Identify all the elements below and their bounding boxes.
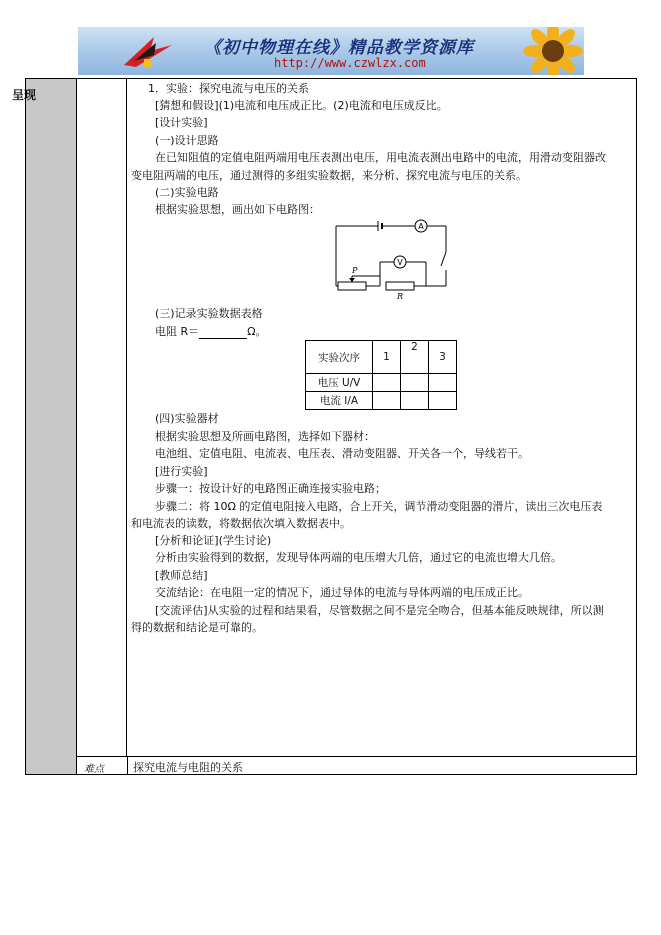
content-line: 步骤一：按设计好的电路图正确连接实验电路； bbox=[155, 482, 386, 495]
circuit-diagram bbox=[330, 218, 450, 302]
table-cell bbox=[373, 392, 401, 410]
header-banner bbox=[78, 27, 584, 75]
logo-icon bbox=[114, 31, 184, 71]
sunflower-icon bbox=[518, 27, 584, 75]
table-header-cell: 3 bbox=[429, 341, 457, 374]
content-line: (一)设计思路 bbox=[155, 134, 219, 147]
content-line: 根据实验思想及所画电路图，选择如下器材： bbox=[155, 430, 375, 443]
content-line: (四)实验器材 bbox=[155, 412, 219, 425]
ammeter-label: A bbox=[418, 222, 424, 231]
content-line: 交流结论：在电阻一定的情况下，通过导体的电流与导体两端的电压成正比。 bbox=[155, 586, 529, 599]
resistance-blank bbox=[199, 327, 247, 339]
banner-title: 《初中物理在线》精品教学资源库 bbox=[204, 38, 474, 58]
content-line: [交流评估]从实验的过程和结果看，尽管数据之间不是完全吻合，但基本能反映规律，所以测 bbox=[155, 604, 604, 617]
content-line: [分析和论证](学生讨论) bbox=[155, 534, 272, 547]
content-line: (三)记录实验数据表格 bbox=[155, 307, 263, 320]
table-header-cell: 2 bbox=[401, 341, 429, 374]
table-header-row bbox=[306, 341, 457, 374]
table-cell bbox=[373, 374, 401, 392]
middle-column bbox=[77, 78, 127, 757]
table-header-cell: 1 bbox=[373, 341, 401, 374]
banner-url: http://www.czwlzx.com bbox=[274, 56, 426, 70]
voltmeter-label: V bbox=[397, 258, 403, 267]
table-row-label: 电流 I/A bbox=[306, 392, 373, 410]
table-cell bbox=[401, 392, 429, 410]
table-cell bbox=[429, 374, 457, 392]
resistance-unit: Ω。 bbox=[247, 325, 267, 338]
content-line: (二)实验电路 bbox=[155, 186, 219, 199]
bottom-row-divider bbox=[127, 757, 128, 775]
table-row-label: 电压 U/V bbox=[306, 374, 373, 392]
content-line: 和电流表的读数，将数据依次填入数据表中。 bbox=[131, 517, 351, 530]
left-label-column bbox=[25, 78, 77, 775]
content-line: [教师总结] bbox=[155, 569, 208, 582]
table-row bbox=[306, 392, 457, 410]
resistance-line bbox=[155, 325, 267, 339]
difficulty-label: 难点 bbox=[84, 764, 104, 775]
difficulty-text: 探究电流与电阻的关系 bbox=[133, 761, 243, 774]
content-line: 得的数据和结论是可靠的。 bbox=[131, 621, 263, 634]
table-header-cell: 实验次序 bbox=[306, 341, 373, 374]
content-line: 电池组、定值电阻、电流表、电压表、滑动变阻器、开关各一个，导线若干。 bbox=[155, 447, 529, 460]
slider-label: P bbox=[352, 266, 358, 275]
table-cell bbox=[429, 392, 457, 410]
content-line: 步骤二：将 10Ω 的定值电阻接入电路，合上开关，调节滑动变阻器的滑片，读出三次电压表 bbox=[155, 500, 603, 513]
data-table bbox=[305, 340, 457, 410]
content-line: [进行实验] bbox=[155, 465, 208, 478]
content-line: 1．实验：探究电流与电压的关系 bbox=[148, 82, 309, 95]
content-line: [猜想和假设](1)电流和电压成正比。(2)电流和电压成反比。 bbox=[155, 99, 448, 112]
content-line: 变电阻两端的电压，通过测得的多组实验数据，来分析、探究电流与电压的关系。 bbox=[131, 169, 527, 182]
content-line: [设计实验] bbox=[155, 116, 208, 129]
content-line: 根据实验思想，画出如下电路图： bbox=[155, 203, 320, 216]
table-row bbox=[306, 374, 457, 392]
content-line: 在已知阻值的定值电阻两端用电压表测出电压，用电流表测出电路中的电流，用滑动变阻器改 bbox=[155, 151, 606, 164]
resistor-label: R bbox=[396, 292, 404, 301]
resistance-prefix: 电阻 R＝ bbox=[155, 325, 200, 338]
section-label: 呈现 bbox=[12, 88, 37, 102]
table-cell bbox=[401, 374, 429, 392]
content-line: 分析由实验得到的数据，发现导体两端的电压增大几倍，通过它的电流也增大几倍。 bbox=[155, 551, 562, 564]
